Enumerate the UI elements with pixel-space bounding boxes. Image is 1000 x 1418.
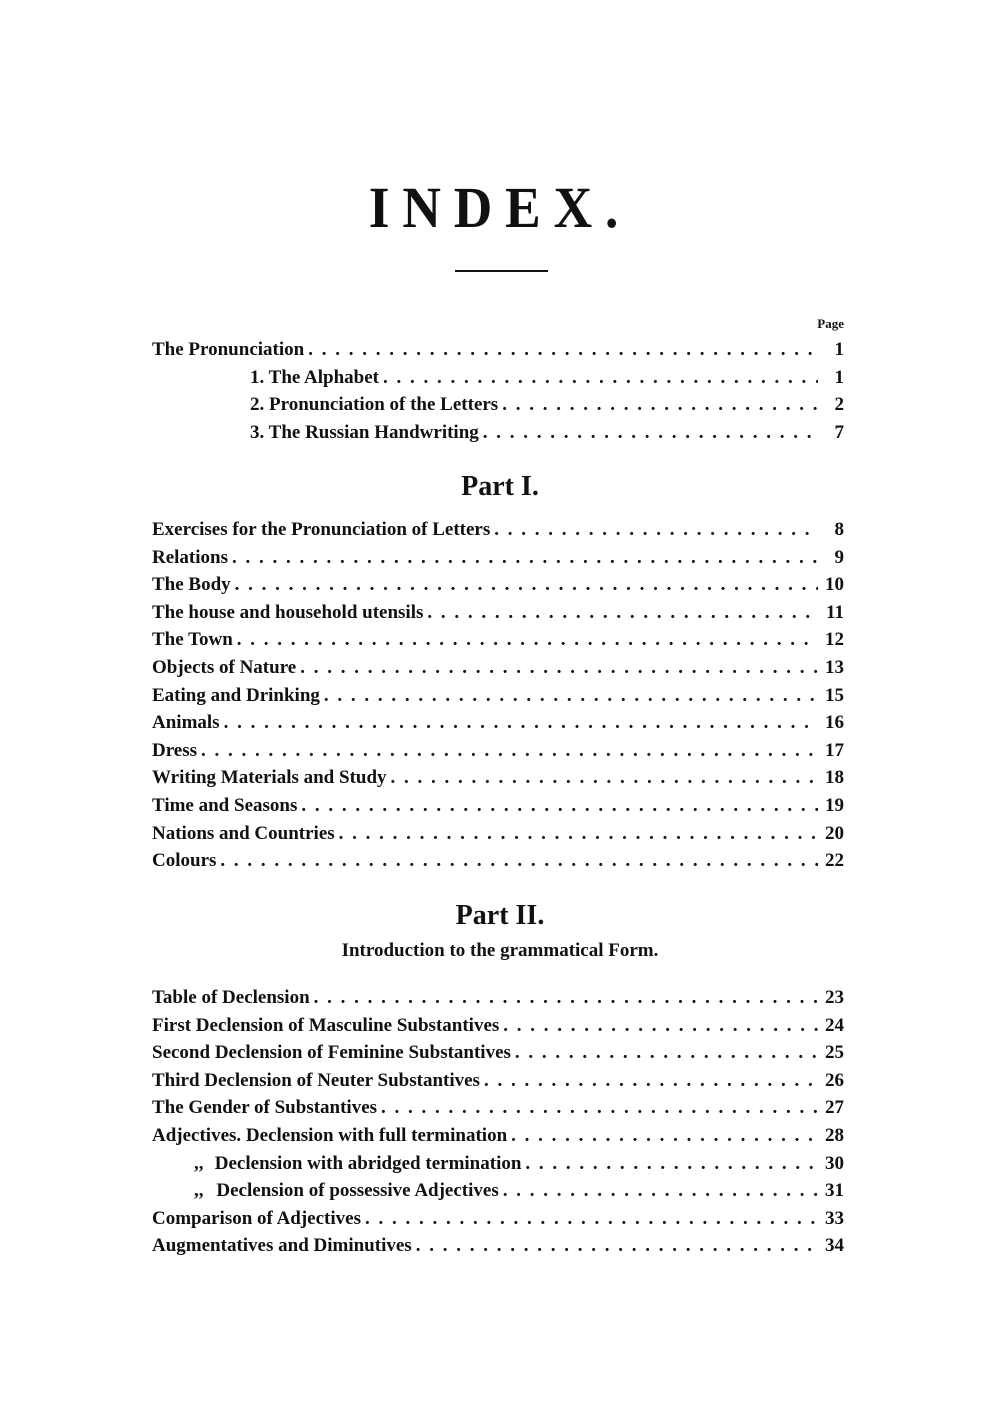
toc-entry[interactable] [152,764,844,792]
toc-entry[interactable] [152,1205,844,1233]
part-2-heading: Part II. [455,900,545,931]
toc-entry[interactable] [152,792,844,820]
toc-entry-label: Augmentatives and Diminutives [152,1235,412,1257]
dot-leader [232,544,818,572]
dot-leader [427,599,818,627]
dot-leader [365,1205,818,1233]
toc-entry[interactable] [152,364,844,392]
front-matter-list [152,336,844,446]
toc-entry-page: 24 [825,1014,844,1036]
toc-entry-label: The Town [152,629,233,651]
toc-entry[interactable] [152,820,844,848]
part-2-subheading: Introduction to the grammatical Form. [341,940,659,961]
dot-leader [201,737,818,765]
toc-entry-page: 10 [825,574,844,596]
dot-leader [235,571,818,599]
toc-entry[interactable] [152,571,844,599]
toc-entry-label: 3. The Russian Handwriting [250,421,479,443]
dot-leader [220,847,818,875]
toc-entry-page: 33 [825,1207,844,1229]
toc-entry[interactable] [152,709,844,737]
toc-entry-page: 23 [825,987,844,1008]
dot-leader [484,1067,818,1095]
toc-entry-page: 7 [834,421,844,443]
toc-entry[interactable] [152,336,844,364]
toc-entry[interactable] [152,626,844,654]
dot-leader [416,1232,818,1260]
dot-leader [381,1094,818,1122]
dot-leader [502,391,818,419]
dot-leader [301,792,818,820]
toc-entry[interactable] [152,682,844,710]
dot-leader [339,820,818,848]
toc-entry-page: 9 [834,546,844,568]
toc-entry-label: Exercises for the Pronunciation of Letters [152,519,491,540]
toc-entry-label: The Gender of Substantives [152,1097,378,1119]
toc-entry-label: Adjectives. Declension with full termination [152,1124,508,1146]
toc-entry-label: Animals [152,712,220,734]
toc-entry-page: 16 [825,712,844,734]
dot-leader [503,1177,818,1205]
toc-entry-label: The Body [152,574,231,596]
toc-entry[interactable] [152,516,844,544]
dot-leader [237,626,818,654]
toc-entry[interactable] [152,984,844,1012]
dot-leader [224,709,818,737]
toc-entry-label: Dress [152,739,198,761]
toc-entry-page: 8 [834,519,844,540]
toc-entry-label: Declension with abridged termination [214,1152,522,1174]
toc-entry-page: 22 [825,850,844,872]
toc-entry-page: 26 [825,1069,844,1091]
toc-entry[interactable] [152,1122,844,1150]
toc-entry-page: 18 [825,767,844,789]
dot-leader [324,682,818,710]
toc-entry-label: First Declension of Masculine Substantives [152,1014,500,1036]
toc-entry-label: Nations and Countries [152,822,335,844]
part-2-list [152,984,844,1260]
toc-entry[interactable] [152,1094,844,1122]
dot-leader [494,516,818,544]
toc-entry-label: Eating and Drinking [152,684,320,706]
toc-entry-label: 1. The Alphabet [250,366,379,388]
toc-entry-page: 13 [825,656,844,678]
toc-entry[interactable] [152,1177,844,1205]
toc-entry-page: 31 [825,1180,844,1202]
toc-entry-label: Second Declension of Feminine Substantives [152,1042,511,1064]
toc-entry[interactable] [152,599,844,627]
dot-leader [308,336,818,364]
toc-entry-label: Colours [152,850,217,872]
toc-entry[interactable] [152,737,844,765]
part-1-list [152,516,844,875]
page-column-label: Page [817,316,844,331]
part-1-heading: Part I. [461,471,539,502]
toc-entry-page: 1 [834,366,844,388]
title-rule [455,270,548,272]
page-title: INDEX. [368,175,632,240]
toc-entry-page: 20 [825,822,844,844]
toc-entry-page: 28 [825,1124,844,1146]
toc-entry-label: Declension of possessive Adjectives [216,1180,499,1202]
toc-entry-page: 34 [825,1235,844,1257]
toc-entry[interactable] [152,1150,844,1178]
dot-leader [511,1122,818,1150]
toc-entry-label: Table of Declension [152,987,310,1008]
dot-leader [300,654,818,682]
toc-entry-label: The Pronunciation [152,339,305,360]
toc-entry-page: 12 [825,629,844,651]
toc-entry[interactable] [152,1039,844,1067]
toc-entry-label: 2. Pronunciation of the Letters [250,394,499,416]
ditto-mark: ,, [194,1180,204,1202]
toc-entry-page: 27 [825,1097,844,1119]
toc-entry-page: 17 [825,739,844,761]
toc-entry-page: 1 [834,339,844,360]
toc-entry-label: Writing Materials and Study [152,767,387,789]
toc-entry-page: 19 [825,794,844,816]
toc-entry-page: 15 [825,684,844,706]
toc-entry-label: Time and Seasons [152,794,298,816]
toc-entry[interactable] [152,1232,844,1260]
dot-leader [503,1012,818,1040]
toc-entry[interactable] [152,847,844,875]
toc-entry-label: The house and household utensils [152,601,424,623]
dot-leader [383,364,818,392]
dot-leader [525,1150,818,1178]
dot-leader [483,419,818,447]
toc-entry-page: 25 [825,1042,844,1064]
toc-entry-label: Relations [152,546,228,568]
toc-entry[interactable] [152,1067,844,1095]
toc-entry-page: 2 [834,394,844,416]
toc-entry-label: Comparison of Adjectives [152,1207,361,1229]
dot-leader [391,764,818,792]
dot-leader [314,984,818,1012]
toc-entry[interactable] [152,419,844,447]
toc-entry[interactable] [152,654,844,682]
toc-entry-page: 11 [826,601,844,623]
toc-entry-page: 30 [825,1152,844,1174]
toc-entry[interactable] [152,544,844,572]
dot-leader [515,1039,818,1067]
toc-entry[interactable] [152,391,844,419]
toc-entry-label: Third Declension of Neuter Substantives [152,1069,480,1091]
ditto-mark: ,, [194,1152,204,1174]
toc-entry[interactable] [152,1012,844,1040]
toc-entry-label: Objects of Nature [152,656,297,678]
